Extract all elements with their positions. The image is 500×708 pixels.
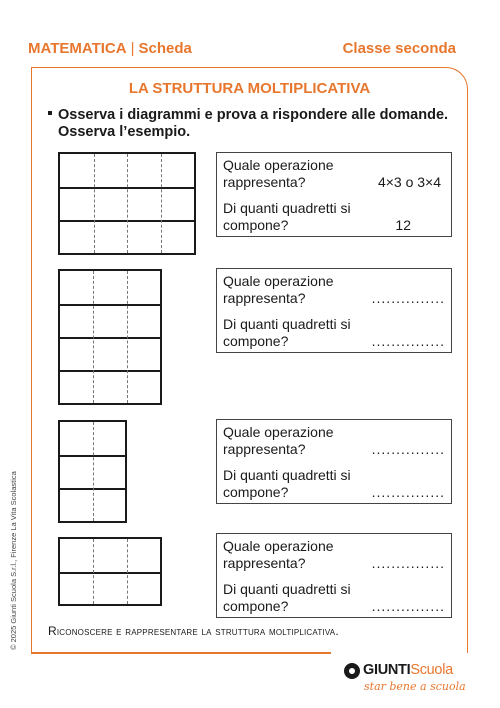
question-box-2 (216, 268, 452, 353)
question-box-4 (216, 533, 452, 618)
giunti-scuola-logo (344, 662, 464, 698)
question-count: Di quanti quadretti si compone? (223, 467, 351, 500)
logo-tagline: star bene a scuola (364, 680, 466, 693)
question-operation: Quale operazione rappresenta? (223, 538, 334, 571)
copyright-notice: © 2025 Giunti Scuola S.r.l., Firenze La Vita Scolastica (9, 471, 18, 650)
question-operation: Quale operazione rappresenta? (223, 273, 334, 306)
section-label: Scheda (138, 40, 192, 57)
answer-blank-operation[interactable]: ............... (371, 289, 445, 306)
header-separator: | (130, 40, 135, 57)
grade-label: Classe seconda (342, 40, 456, 57)
multiplication-grid-3 (58, 420, 127, 523)
question-operation: Quale operazione rappresenta? (223, 157, 334, 190)
grid-row-line (60, 337, 160, 339)
logo-brand-part2: Scuola (410, 662, 453, 678)
question-operation: Quale operazione rappresenta? (223, 424, 334, 457)
instructions (48, 107, 458, 141)
subject-label: MATEMATICA (28, 40, 127, 57)
logo-brand-part1: GIUNTI (363, 662, 411, 678)
grid-column-line (93, 271, 94, 403)
grid-column-line (161, 154, 162, 253)
answer-count: 12 (395, 216, 411, 233)
bullet-icon (48, 111, 52, 115)
question-count: Di quanti quadretti si compone? (223, 581, 351, 614)
answer-blank-count[interactable]: ............... (371, 332, 445, 349)
grid-column-line (127, 271, 128, 403)
multiplication-grid-4 (58, 537, 162, 606)
grid-column-line (127, 154, 128, 253)
question-count: Di quanti quadretti si compone? (223, 316, 351, 349)
answer-operation: 4×3 o 3×4 (377, 173, 441, 190)
instructions-line1: Osserva i diagrammi e prova a rispondere alle domande. (58, 107, 449, 123)
grid-column-line (93, 539, 94, 604)
answer-blank-operation[interactable]: ............... (371, 440, 445, 457)
instructions-line2: Osserva l’esempio. (58, 124, 191, 140)
logo-brand (363, 662, 453, 678)
grid-row-line (60, 572, 160, 574)
answer-blank-count[interactable]: ............... (371, 483, 445, 500)
learning-objective: Riconoscere e rappresentare la struttura moltiplicativa. (48, 624, 339, 638)
question-box-1 (216, 152, 452, 237)
grid-column-line (93, 422, 94, 521)
page-header (28, 40, 456, 60)
question-box-3 (216, 419, 452, 504)
answer-blank-operation[interactable]: ............... (371, 554, 445, 571)
frame-bottom-line (31, 652, 331, 654)
answer-blank-count[interactable]: ............... (371, 597, 445, 614)
grid-row-line (60, 370, 160, 372)
question-count: Di quanti quadretti si compone? (223, 200, 351, 233)
multiplication-grid-1 (58, 152, 196, 255)
grid-column-line (127, 539, 128, 604)
header-left (28, 40, 192, 57)
worksheet-title: LA STRUTTURA MOLTIPLICATIVA (128, 80, 371, 97)
giunti-logo-icon (344, 663, 360, 679)
grid-row-line (60, 304, 160, 306)
grid-column-line (94, 154, 95, 253)
multiplication-grid-2 (58, 269, 162, 405)
